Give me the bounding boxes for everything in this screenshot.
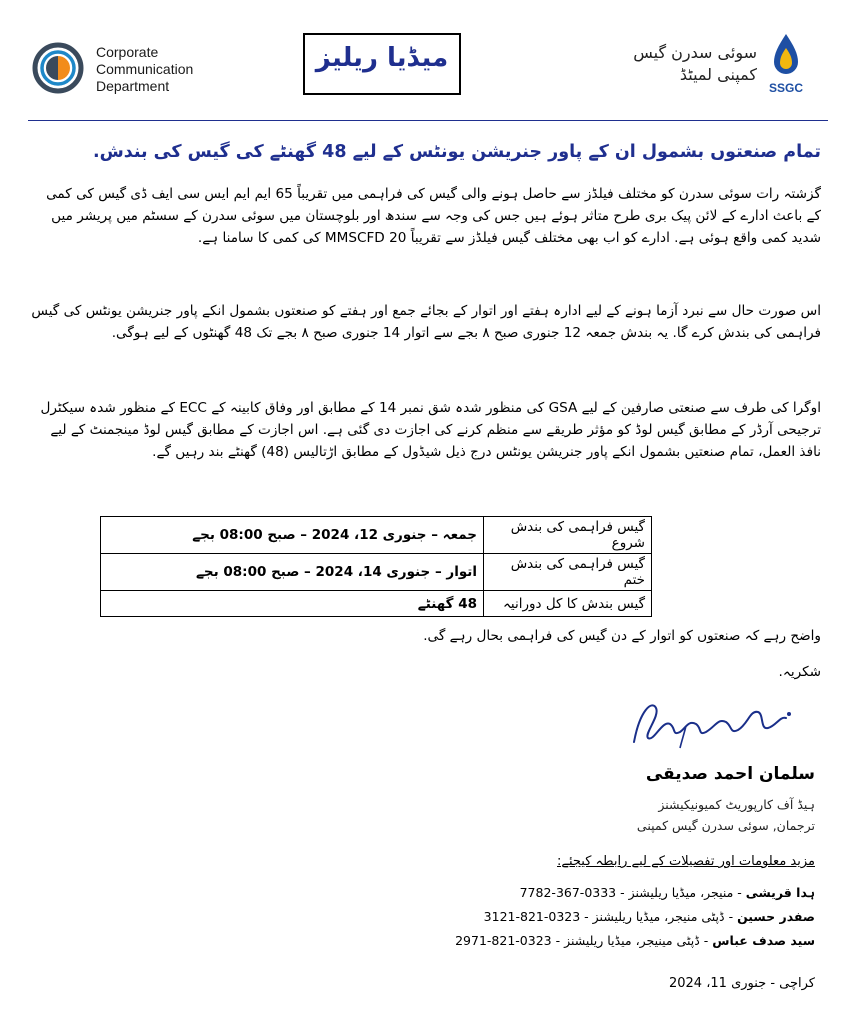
- ssgc-urdu-name: [557, 42, 757, 86]
- schedule-value: اتوار – جنوری 14، 2024 – صبح 08:00 بجے: [101, 554, 484, 591]
- contact-role: - ڈپٹی منیجر، میڈیا ریلیشنز -: [580, 909, 738, 924]
- signer-title-line: ہیڈ آف کارپوریٹ کمیونیکیشنز: [658, 797, 815, 812]
- contact-phone: 0323-821-2971: [455, 933, 552, 948]
- contact-phone: 0323-821-3121: [483, 909, 581, 924]
- table-row: [101, 554, 652, 591]
- ssgc-abbr: SSGC: [768, 81, 804, 95]
- header-divider: [28, 120, 828, 121]
- ccd-line: Communication: [96, 61, 194, 77]
- contact-name: سید صدف عباس: [712, 933, 815, 948]
- paragraph: واضح رہے کہ صنعتوں کو اتوار کے دن گیس کی فراہمی بحال رہے گی.: [423, 628, 821, 644]
- contacts-heading: مزید معلومات اور تفصیلات کے لیے رابطہ کیجئے:: [557, 854, 815, 869]
- media-release-title: میڈیا ریلیز: [315, 43, 449, 73]
- paragraph: اوگرا کی طرف سے صنعتی صارفین کے لیے GSA کی منظور شدہ شق نمبر 14 کے مطابق اور وفاق کابینہ کے ECC کے منظور شدہ سیکٹرل ترجیحی آرڈر کے مطابق گیس لوڈ کو مؤثر طریقے سے منظم کرنے کی اجازت دی گئی ہے. اس اجازت کے مطابق گیس لوڈ مینجمنٹ کے لیے نافذ العمل، تمام صنعتیں بشمول انکے پاور جنریشن یونٹس درج ذیل شیڈول کے مطابق اڑتالیس (48) گھنٹے بند رہیں گے.: [40, 400, 821, 460]
- schedule-value: جمعہ – جنوری 12، 2024 – صبح 08:00 بجے: [101, 517, 484, 554]
- contact-name: ہدا قریشی: [745, 885, 815, 900]
- ccd-line: Department: [96, 78, 170, 94]
- contact-entry: [520, 885, 815, 900]
- ssgc-flame-logo-icon: [764, 30, 808, 98]
- signer-title: [637, 794, 815, 836]
- paragraph: اس صورت حال سے نبرد آزما ہونے کے لیے ادارہ ہفتے اور اتوار کے بجائے جمع اور ہفتے کو صنعتوں بشمول انکے پاور جنریشن یونٹس کی گیس فراہمی کی بندش کرے گا. یہ بندش جمعہ 12 جنوری صبح ۸ بجے سے اتوار 14 جنوری صبح ۸ بجے تک 48 گھنٹوں کے لیے ہوگی.: [31, 303, 821, 341]
- ccd-logo-icon: [32, 42, 84, 94]
- signature-image: [626, 690, 796, 760]
- contact-name: صفدر حسین: [737, 909, 815, 924]
- contact-phone: 0333-367-7782: [519, 885, 617, 900]
- schedule-label: گیس فراہمی کی بندش ختم: [484, 554, 652, 591]
- schedule-label: گیس بندش کا کل دورانیہ: [484, 591, 652, 617]
- headline: تمام صنعتوں بشمول ان کے پاور جنریشن یونٹس کے لیے 48 گھنٹے کی گیس کی بندش.: [92, 142, 821, 162]
- dateline: کراچی - جنوری 11، 2024: [668, 976, 815, 991]
- contact-entry: [455, 933, 815, 948]
- media-release-box: [303, 33, 461, 95]
- paragraph: گزشتہ رات سوئی سدرن کو مختلف فیلڈز سے حاصل ہونے والی گیس کی فراہمی میں تقریباً 65 ایم ایم ایس سی ایف ڈی گیس کی کمی کے باعث ادارے کے لائن پیک بری طرح متاثر ہوئے ہیں جس کی وجہ سے سندھ اور بلوچستان میں سوئی سدرن کے سسٹم میں پریشر میں شدید کمی واقع ہوئی ہے. ادارے کو اب بھی مختلف گیس فیلڈز سے تقریباً 20 MMSCFD کی کمی کا سامنا ہے.: [46, 186, 821, 246]
- ssgc-urdu-line: سوئی سدرن گیس: [633, 43, 757, 62]
- contact-entry: [484, 909, 815, 924]
- schedule-table: [100, 516, 652, 617]
- schedule-label: گیس فراہمی کی بندش شروع: [484, 517, 652, 554]
- signer-title-line: ترجمان, سوئی سدرن گیس کمپنی: [636, 818, 815, 833]
- contact-role: - منیجر، میڈیا ریلیشنز -: [616, 885, 746, 900]
- ccd-line: Corporate: [96, 44, 159, 60]
- ccd-department-text: [96, 44, 193, 95]
- table-row: [101, 591, 652, 617]
- closing-thanks: شکریہ.: [778, 664, 821, 680]
- table-row: [101, 517, 652, 554]
- signer-name: سلمان احمد صدیقی: [645, 764, 815, 784]
- ssgc-urdu-line: کمپنی لمیٹڈ: [679, 65, 757, 84]
- contact-role: - ڈپٹی مینیجر، میڈیا ریلیشنز -: [551, 933, 713, 948]
- schedule-value: 48 گھنٹے: [101, 591, 484, 617]
